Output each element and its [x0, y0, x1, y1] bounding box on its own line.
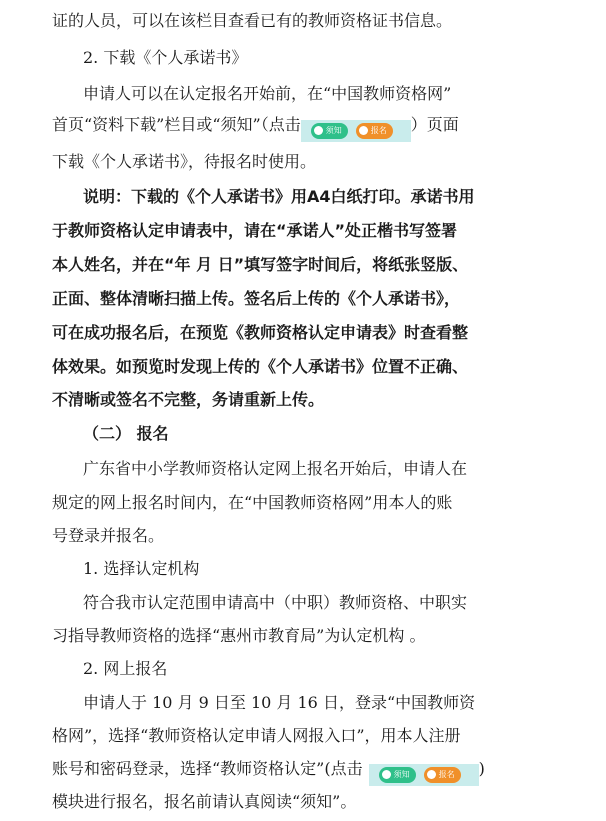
paragraph-text: ）页面	[410, 115, 459, 134]
paragraph-line-with-buttons	[52, 754, 606, 784]
notice-button[interactable]	[311, 123, 348, 139]
paragraph-line: 广东省中小学教师资格认定网上报名开始后，申请人在	[83, 459, 468, 478]
paragraph-line-with-buttons	[52, 110, 606, 140]
paragraph-line: 规定的网上报名时间内，在“中国教师资格网”用本人的账	[52, 493, 453, 512]
button-screenshot-image	[301, 120, 411, 142]
paragraph-line: 号登录并报名。	[52, 526, 165, 545]
button-screenshot-image	[369, 764, 479, 786]
paragraph-line: 格网”，选择“教师资格认定申请人网报入口”，用本人注册	[52, 726, 461, 745]
register-button[interactable]	[356, 123, 393, 139]
paragraph-line: 证的人员，可以在该栏目查看已有的教师资格证书信息。	[52, 11, 453, 30]
paragraph-line: 符合我市认定范围申请高中（中职）教师资格、中职实	[83, 593, 468, 612]
paragraph-text: )	[478, 759, 485, 778]
paragraph-line: 申请人于 10 月 9 日至 10 月 16 日，登录“中国教师资	[83, 693, 476, 712]
note-line: 体效果。如预览时发现上传的《个人承诺书》位置不正确、	[52, 357, 469, 376]
notice-button-label: 须知	[325, 125, 342, 135]
note-line: 于教师资格认定申请表中，请在“承诺人”处正楷书写签署	[52, 221, 458, 240]
subheading-download-commitment: 2. 下载《个人承诺书》	[83, 48, 248, 67]
note-line: 说明：下载的《个人承诺书》用A4白纸打印。承诺书用	[83, 187, 475, 206]
paragraph-line: 模块进行报名，报名前请认真阅读“须知”。	[52, 792, 357, 811]
paragraph-text: 账号和密码登录，选择“教师资格认定”(点击	[52, 759, 363, 778]
register-button-label: 报名	[438, 769, 455, 779]
circle-icon	[427, 770, 436, 779]
notice-button[interactable]	[379, 767, 416, 783]
register-button[interactable]	[424, 767, 461, 783]
paragraph-line: 下载《个人承诺书》，待报名时使用。	[52, 152, 317, 171]
subheading-online-registration: 2. 网上报名	[83, 659, 168, 678]
paragraph-line: 习指导教师资格的选择“惠州市教育局”为认定机构 。	[52, 626, 426, 645]
paragraph-text: 首页“资料下载”栏目或“须知”（点击	[52, 115, 301, 134]
note-line: 可在成功报名后，在预览《教师资格认定申请表》时查看整	[52, 323, 469, 342]
note-line: 本人姓名，并在“年 月 日”填写签字时间后，将纸张竖版、	[52, 255, 469, 274]
subheading-choose-authority: 1. 选择认定机构	[83, 559, 200, 578]
register-button-label: 报名	[370, 125, 387, 135]
circle-icon	[382, 770, 391, 779]
note-line: 不清晰或签名不完整，务请重新上传。	[52, 390, 325, 409]
note-line: 正面、整体清晰扫描上传。签名后上传的《个人承诺书》，	[52, 289, 461, 308]
circle-icon	[314, 126, 323, 135]
paragraph-line: 申请人可以在认定报名开始前，在“中国教师资格网”	[83, 84, 452, 103]
section-heading-registration: （二） 报名	[83, 424, 169, 443]
notice-button-label: 须知	[393, 769, 410, 779]
circle-icon	[359, 126, 368, 135]
